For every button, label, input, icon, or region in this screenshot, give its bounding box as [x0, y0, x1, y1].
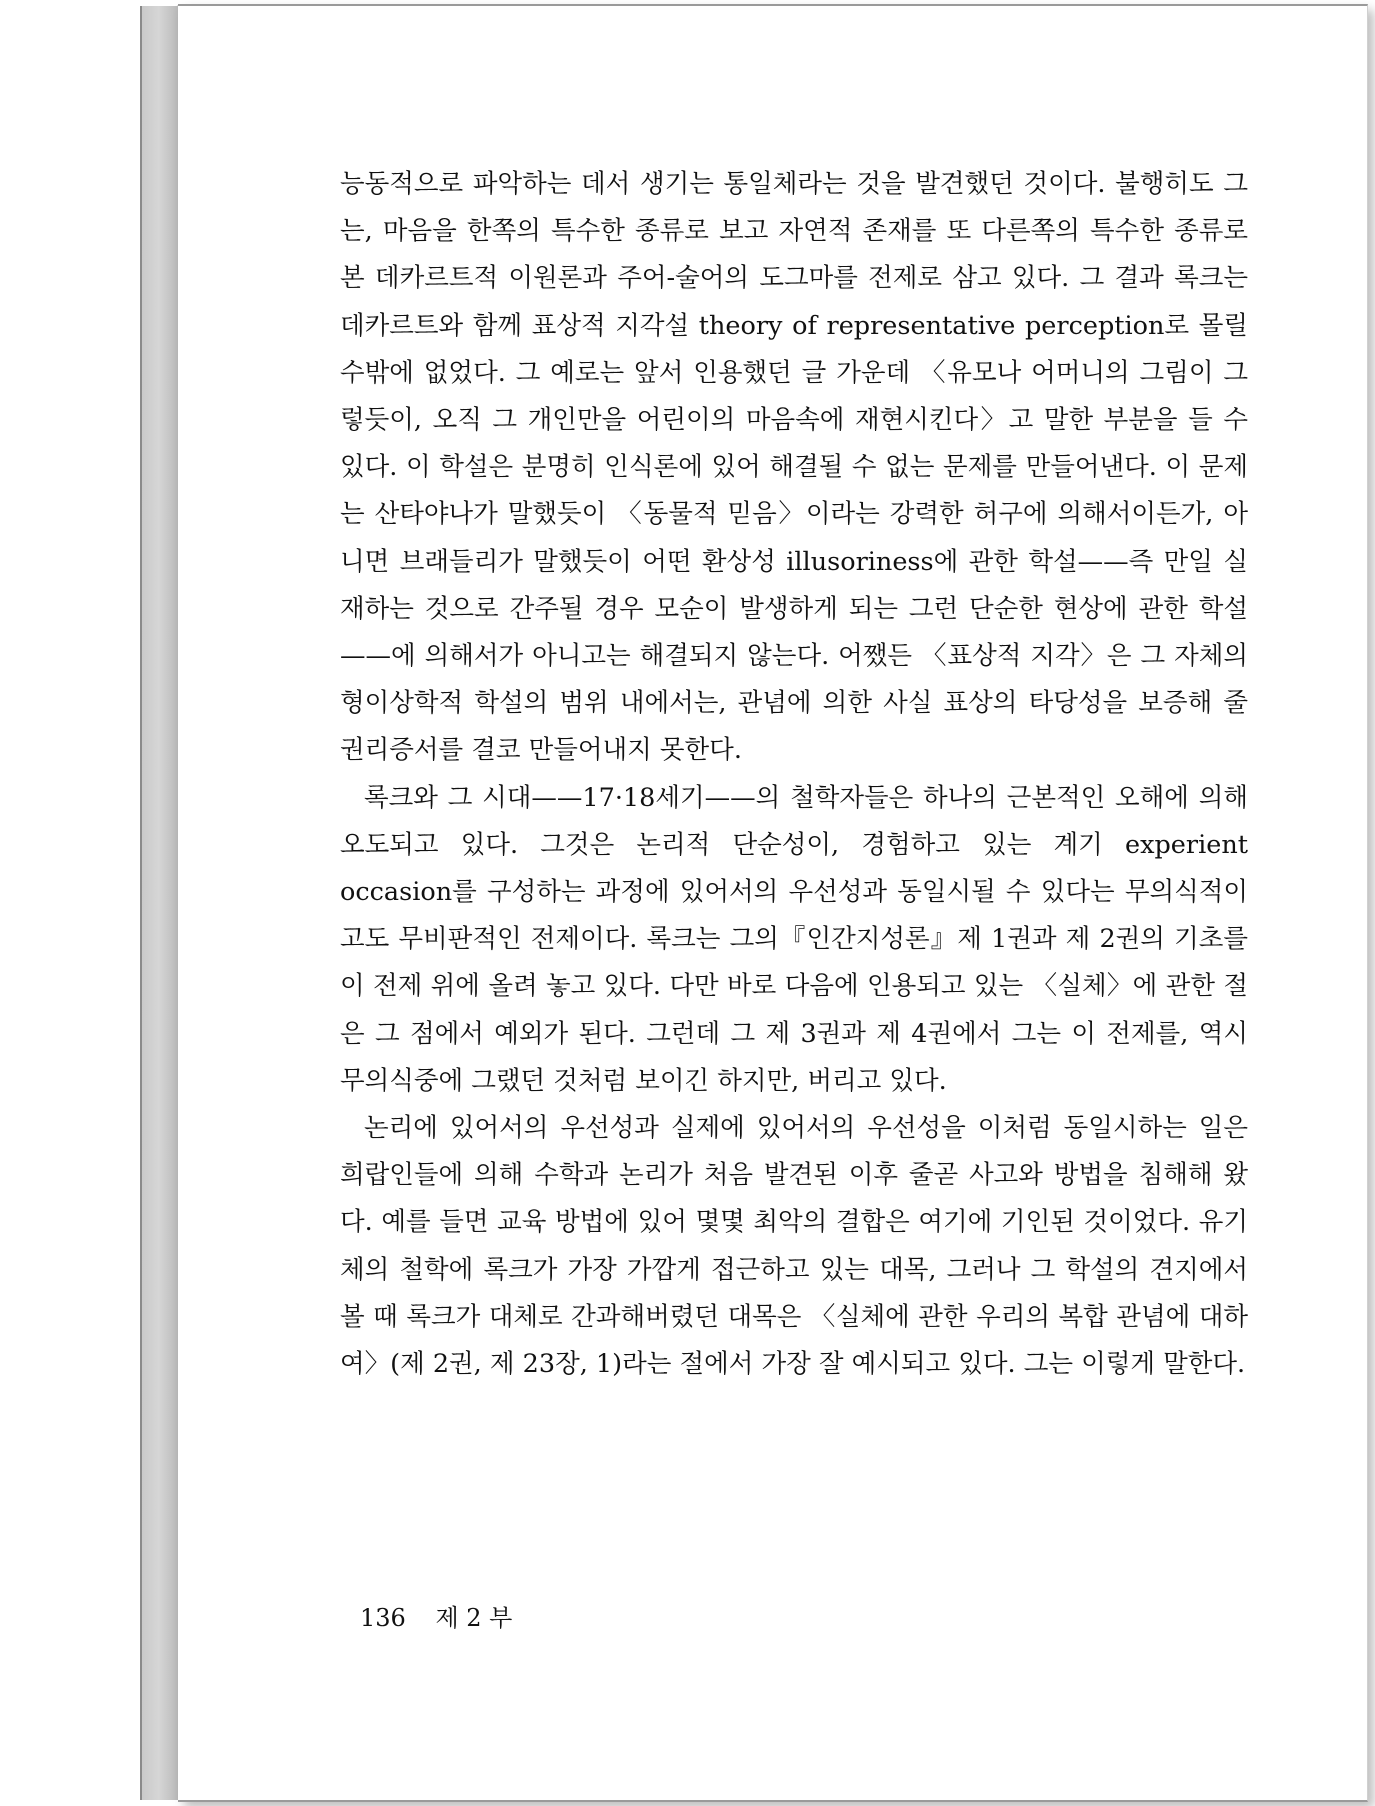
paragraph-3: 논리에 있어서의 우선성과 실제에 있어서의 우선성을 이처럼 동일시하는 일은 희랍인들에 의해 수학과 논리가 처음 발견된 이후 줄곧 사고와 방법을 침해해 왔다. 예를 들면 교육 방법에 있어 몇몇 최악의 결합은 여기에 기인된 것이었다. 유기체의 철학에 록크가 가장 가깝게 접근하고 있는 대목, 그러나 그 학설의 견지에서 볼 때 록크가 대체로 간과해버렸던 대목은 〈실체에 관한 우리의 복합 관념에 대하여〉(제 2권, 제 23장, 1)라는 절에서 가장 잘 예시되고 있다. 그는 이렇게 말한다. [340, 1113, 1248, 1380]
paragraph-2: 록크와 그 시대——17·18세기——의 철학자들은 하나의 근본적인 오해에 의해 오도되고 있다. 그것은 논리적 단순성이, 경험하고 있는 계기 experient occasion를 구성하는 과정에 있어서의 우선성과 동일시될 수 있다는 무의식적이고도 무비판적인 전제이다. 록크는 그의『인간지성론』제 1권과 제 2권의 기초를 이 전제 위에 올려 놓고 있다. 다만 바로 다음에 인용되고 있는 〈실체〉에 관한 절은 그 점에서 예외가 된다. 그런데 그 제 3권과 제 4권에서 그는 이 전제를, 역시 무의식중에 그랬던 것처럼 보이긴 하지만, 버리고 있다. [340, 782, 1248, 1096]
body-text [340, 161, 1248, 1388]
book-page [178, 4, 1368, 1802]
page-number: 136 [360, 1604, 406, 1632]
paragraph-1: 능동적으로 파악하는 데서 생기는 통일체라는 것을 발견했던 것이다. 불행히도 그는, 마음을 한쪽의 특수한 종류로 보고 자연적 존재를 또 다른쪽의 특수한 종류로 본 데카르트적 이원론과 주어-술어의 도그마를 전제로 삼고 있다. 그 결과 록크는 데카르트와 함께 표상적 지각설 theory of representative perception로 몰릴 수밖에 없었다. 그 예로는 앞서 인용했던 글 가운데 〈유모나 어머니의 그림이 그렇듯이, 오직 그 개인만을 어린이의 마음속에 재현시킨다〉고 말한 부분을 들 수 있다. 이 학설은 분명히 인식론에 있어 해결될 수 없는 문제를 만들어낸다. 이 문제는 산타야나가 말했듯이 〈동물적 믿음〉이라는 강력한 허구에 의해서이든가, 아니면 브래들리가 말했듯이 어떤 환상성 illusoriness에 관한 학설——즉 만일 실재하는 것으로 간주될 경우 모순이 발생하게 되는 그런 단순한 현상에 관한 학설——에 의해서가 아니고는 해결되지 않는다. 어쨌든 〈표상적 지각〉은 그 자체의 형이상학적 학설의 범위 내에서는, 관념에 의한 사실 표상의 타당성을 보증해 줄 권리증서를 결코 만들어내지 못한다. [340, 169, 1248, 766]
page-footer [360, 1598, 512, 1633]
section-label: 제 2 부 [435, 1604, 513, 1632]
book-spine [140, 6, 180, 1800]
